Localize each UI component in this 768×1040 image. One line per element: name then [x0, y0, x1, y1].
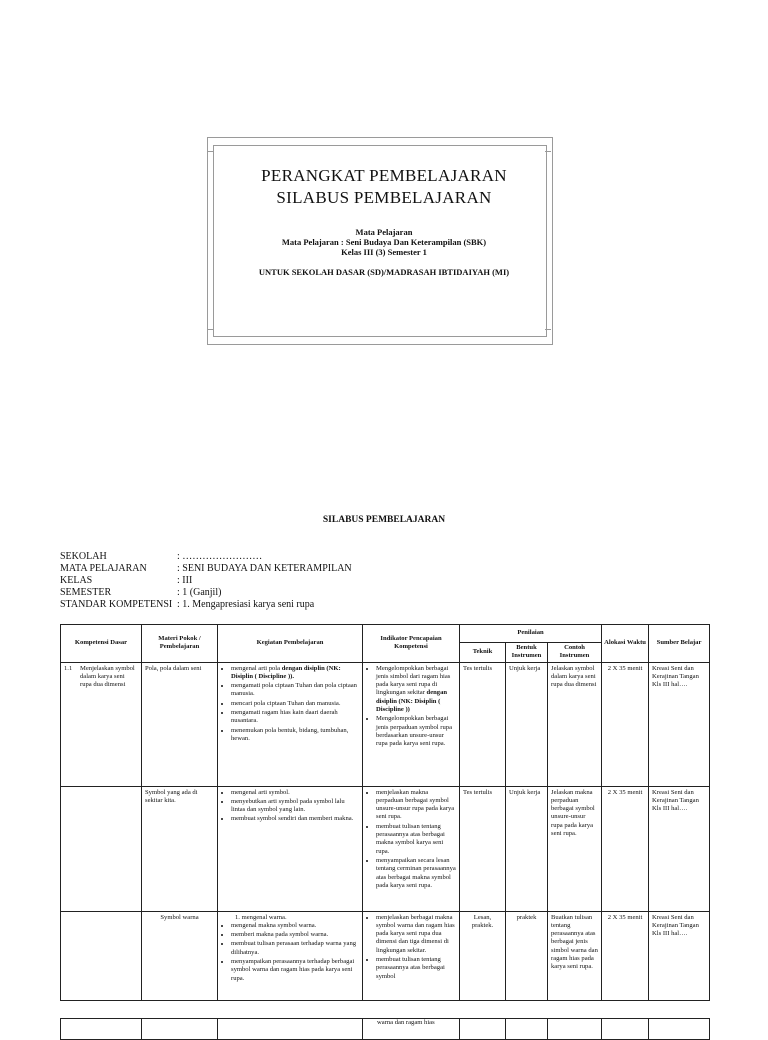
header-sumber-belajar: Sumber Belajar — [649, 625, 710, 663]
sumber-cell — [649, 1019, 710, 1040]
kd-cell — [61, 1019, 142, 1040]
list-item: • mengenal makna symbol warna. — [231, 922, 359, 930]
alokasi-cell: 2 X 35 menit — [602, 786, 649, 911]
identity-value: : 1 (Ganjil) — [177, 587, 222, 598]
kegiatan-cell — [218, 662, 363, 786]
list-item: • menjelaskan berbagai makna symbol warna dan ragam hias pada karya seni rupa dua dimensi dan tiga dimensi di lingkungan sekitar. — [376, 914, 456, 955]
list-item: • mencari pola ciptaan Tuhan dan manusia. — [231, 700, 359, 708]
kd-number: 1.1 — [64, 664, 73, 672]
indikator-cell — [363, 911, 460, 1000]
contoh-cell: Buatkan tulisan tentang perasaannya atas berbagai jenis simbol warna dan ragam hias pada karya seni rupa. — [548, 911, 602, 1000]
kegiatan-numbered: 1. mengenal warna. — [235, 913, 287, 921]
table-row — [61, 1019, 710, 1040]
cover-title-line1: PERANGKAT PEMBELAJARAN — [261, 166, 507, 185]
cover-class: Kelas III (3) Semester 1 — [341, 247, 427, 257]
identity-value: : SENI BUDAYA DAN KETERAMPILAN — [177, 563, 352, 574]
identity-label: SEKOLAH — [60, 551, 107, 562]
identity-row-kelas — [60, 575, 192, 587]
kegiatan-cell — [218, 1019, 363, 1040]
table-row — [61, 786, 710, 911]
kd-cell — [61, 911, 142, 1000]
kegiatan-cell — [218, 911, 363, 1000]
kegiatan-cell — [218, 786, 363, 911]
materi-cell: Symbol yang ada di sekitar kita. — [142, 786, 218, 911]
list-item: • membuat tulisan perasaan terhadap warna yang dilihatnya. — [231, 940, 359, 957]
bentuk-cell — [506, 1019, 548, 1040]
alokasi-cell: 2 X 35 menit — [602, 911, 649, 1000]
list-item: • menyampaikan secara lesan tentang cerminan perasaannya atas berbagai makna symbol pada karya seni rupa. — [376, 857, 456, 890]
bentuk-cell: praktek — [506, 911, 548, 1000]
list-item: • memberi makna pada symbol warna. — [231, 931, 359, 939]
teknik-cell: Tes tertulis — [460, 662, 506, 786]
identity-label: STANDAR KOMPETENSI — [60, 599, 173, 610]
sumber-cell: Kreasi Seni dan Kerajinan Tangan Kls III hal…. — [649, 786, 710, 911]
list-item: • menjelaskan makna perpaduan berbagai symbol unsure-unsur rupa pada karya seni rupa. — [376, 789, 456, 822]
cover-school-level: UNTUK SEKOLAH DASAR (SD)/MADRASAH IBTIDAIYAH (MI) — [258, 267, 510, 277]
list-item: • menyebutkan arti symbol pada symbol lalu lintas dan symbol yang lain. — [231, 798, 359, 815]
list-item: • membuat tulisan tentang perasaannya atas berbagai symbol — [376, 956, 456, 981]
identity-row-standar-kompetensi — [60, 599, 314, 611]
kegiatan-text: mengenal arti pola — [231, 664, 282, 672]
list-item: • mengamati ragam hias kain daari daerah nusantara. — [231, 709, 359, 726]
list-item: • mengamati pola ciptaan Tuhan dan pola ciptaan manusia. — [231, 682, 359, 699]
header-kompetensi-dasar: Kompetensi Dasar — [61, 625, 142, 663]
header-alokasi-waktu: Alokasi Waktu — [602, 625, 649, 663]
header-teknik: Teknik — [460, 643, 506, 663]
list-item: • mengenal arti symbol. — [231, 789, 359, 797]
indikator-cell — [363, 786, 460, 911]
materi-cell: Pola, pola dalam seni — [142, 662, 218, 786]
alokasi-cell: 2 X 35 menit — [602, 662, 649, 786]
kd-cell — [61, 662, 142, 786]
header-penilaian: Penilaian — [460, 625, 602, 643]
frame-corner-tick — [545, 151, 551, 152]
header-materi-pokok: Materi Pokok / Pembelajaran — [142, 625, 218, 663]
list-item: • menyampaikan perasaannya terhadap berbagai symbol warna dan ragam hias pada karya seni rupa. — [231, 958, 359, 983]
identity-row-sekolah — [60, 551, 262, 563]
syllabus-table — [60, 624, 710, 1001]
identity-label: KELAS — [60, 575, 93, 586]
identity-value: : …………………… — [177, 551, 263, 562]
cover-mapel-label: Mata Pelajaran — [355, 227, 413, 237]
identity-label: MATA PELAJARAN — [60, 563, 147, 574]
identity-row-mapel — [60, 563, 352, 575]
kd-cell — [61, 786, 142, 911]
sumber-cell: Kreasi Seni dan Kerajinan Tangan Kls III hal…. — [649, 911, 710, 1000]
contoh-cell — [548, 1019, 602, 1040]
cover-subject: Mata Pelajaran : Seni Budaya Dan Keterampilan (SBK) — [281, 237, 487, 247]
teknik-cell — [460, 1019, 506, 1040]
sumber-cell: Kreasi Seni dan Kerajinan Tangan Kls III hal…. — [649, 662, 710, 786]
identity-value: : III — [177, 575, 193, 586]
list-item — [231, 665, 359, 682]
header-bentuk-instrumen: Bentuk Instrumen — [506, 643, 548, 663]
table-row — [61, 911, 710, 1000]
header-kegiatan: Kegiatan Pembelajaran — [218, 625, 363, 663]
list-item — [376, 665, 456, 715]
syllabus-heading: SILABUS PEMBELAJARAN — [322, 515, 446, 525]
bentuk-cell: Unjuk kerja — [506, 662, 548, 786]
frame-corner-tick — [207, 151, 213, 152]
identity-row-semester — [60, 587, 221, 599]
header-indikator: Indikator Pencapaian Kompetensi — [363, 625, 460, 663]
header-contoh-instrumen: Contoh Instrumen — [548, 643, 602, 663]
frame-corner-tick — [207, 329, 213, 330]
alokasi-cell — [602, 1019, 649, 1040]
indikator-cell: warna dan ragam hias — [363, 1019, 460, 1040]
list-item: • membuat tulisan tentang perasaannya atas berbagai makna symbol karya seni rupa. — [376, 823, 456, 856]
frame-corner-tick — [545, 329, 551, 330]
cover-title-line2: SILABUS PEMBELAJARAN — [276, 188, 492, 207]
contoh-cell: Jelaskan makna perpaduan berbagai symbol unsure-unsur rupa pada karya seni rupa. — [548, 786, 602, 911]
contoh-cell: Jelaskan symbol dalam karya seni rupa dua dimensi — [548, 662, 602, 786]
kegiatan-emphasis: dengan disiplin (NK: Disiplin ( Discipline )). — [231, 664, 341, 680]
indikator-emphasis: dengan disiplin (NK: Disiplin ( Discipline )) — [376, 689, 448, 714]
list-item: • menemukan pola bentuk, bidang, tumbuhan, hewan. — [231, 727, 359, 744]
identity-value: : 1. Mengapresiasi karya seni rupa — [177, 599, 315, 610]
syllabus-table-continued — [60, 1018, 710, 1040]
kd-text: Menjelaskan symbol dalam karya seni rupa dua dimensi — [80, 664, 135, 689]
materi-cell — [142, 1019, 218, 1040]
teknik-cell: Tes tertulis — [460, 786, 506, 911]
table-row — [61, 662, 710, 786]
indikator-text: Mengelompokkan berbagai jenis simbol dari ragam hias pada karya seni rupa di lingkungan sekitar — [376, 664, 451, 697]
bentuk-cell: Unjuk kerja — [506, 786, 548, 911]
identity-label: SEMESTER — [60, 587, 112, 598]
indikator-cell — [363, 662, 460, 786]
list-item: • Mengelompokkan berbagai jenis perpaduan symbol rupa berdasarkan unsure-unsur rupa pada karya seni rupa. — [376, 715, 456, 748]
list-item: • membuat symbol sendiri dan memberi makna. — [231, 815, 359, 823]
teknik-cell: Lesan, praktek. — [460, 911, 506, 1000]
materi-cell: Symbol warna — [142, 911, 218, 1000]
